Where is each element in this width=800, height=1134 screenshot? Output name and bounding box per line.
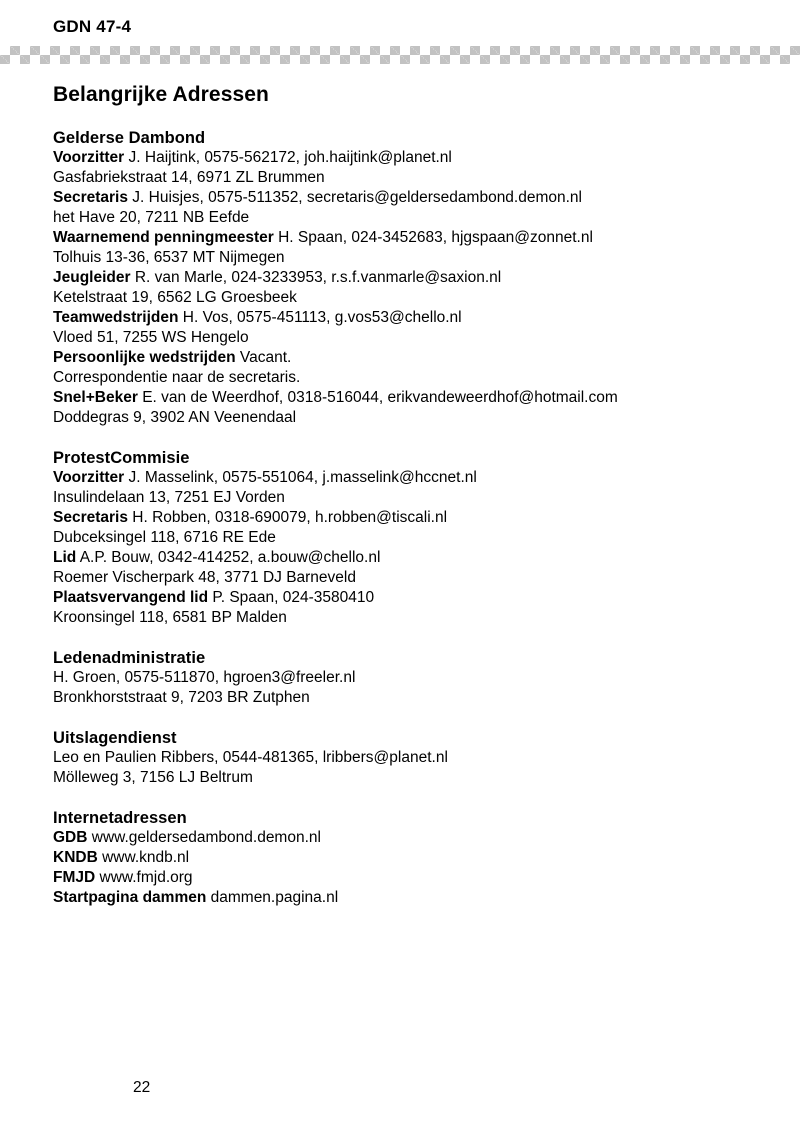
address-section	[53, 448, 753, 628]
entry-detail-text: H. Robben, 0318-690079, h.robben@tiscali.nl	[132, 509, 448, 526]
entry-detail-text: Ketelstraat 19, 6562 LG Groesbeek	[53, 289, 297, 306]
entry-detail-text: Mölleweg 3, 7156 LJ Beltrum	[53, 769, 253, 786]
entry-detail-text: Gasfabriekstraat 14, 6971 ZL Brummen	[53, 169, 325, 186]
address-entry-line	[53, 868, 753, 888]
address-entry-line	[53, 588, 753, 608]
running-header: GDN 47-4	[53, 17, 132, 36]
address-detail-line	[53, 688, 753, 708]
address-detail-line	[53, 408, 753, 428]
entry-detail-text: J. Haijtink, 0575-562172, joh.haijtink@planet.nl	[128, 149, 452, 166]
entry-role-label: FMJD	[53, 869, 96, 886]
address-section	[53, 808, 753, 908]
entry-detail-text: Bronkhorststraat 9, 7203 BR Zutphen	[53, 689, 310, 706]
address-detail-line	[53, 608, 753, 628]
entry-detail-text: Kroonsingel 118, 6581 BP Malden	[53, 609, 287, 626]
checkerboard-divider	[0, 46, 800, 64]
entry-detail-text: Tolhuis 13-36, 6537 MT Nijmegen	[53, 249, 285, 266]
address-entry-line	[53, 508, 753, 528]
entry-role-label: Jeugleider	[53, 269, 131, 286]
address-entry-line	[53, 148, 753, 168]
entry-detail-text: J. Huisjes, 0575-511352, secretaris@geldersedambond.demon.nl	[132, 189, 583, 206]
address-sections	[53, 128, 753, 908]
address-entry-line	[53, 228, 753, 248]
entry-role-label: Voorzitter	[53, 149, 125, 166]
entry-role-label: Startpagina dammen	[53, 889, 207, 906]
address-detail-line	[53, 288, 753, 308]
section-title: Ledenadministratie	[53, 649, 206, 667]
entry-detail-text: Doddegras 9, 3902 AN Veenendaal	[53, 409, 297, 426]
entry-role-label: Snel+Beker	[53, 389, 138, 406]
address-entry-line	[53, 468, 753, 488]
entry-detail-text: www.kndb.nl	[102, 849, 190, 866]
address-entry-line	[53, 888, 753, 908]
section-title: ProtestCommisie	[53, 449, 190, 467]
address-entry-line	[53, 828, 753, 848]
entry-role-label: Lid	[53, 549, 77, 566]
address-detail-line	[53, 668, 753, 688]
entry-role-label: Waarnemend penningmeester	[53, 229, 274, 246]
entry-detail-text: Dubceksingel 118, 6716 RE Ede	[53, 529, 276, 546]
entry-detail-text: H. Groen, 0575-511870, hgroen3@freeler.nl	[53, 669, 356, 686]
entry-detail-text: Vloed 51, 7255 WS Hengelo	[53, 329, 249, 346]
address-section	[53, 728, 753, 788]
page-content	[53, 82, 753, 908]
entry-detail-text: www.geldersedambond.demon.nl	[91, 829, 321, 846]
entry-detail-text: H. Spaan, 024-3452683, hjgspaan@zonnet.nl	[278, 229, 593, 246]
entry-detail-text: Insulindelaan 13, 7251 EJ Vorden	[53, 489, 285, 506]
address-detail-line	[53, 368, 753, 388]
address-entry-line	[53, 308, 753, 328]
address-entry-line	[53, 268, 753, 288]
address-entry-line	[53, 388, 753, 408]
address-detail-line	[53, 488, 753, 508]
page-title: Belangrijke Adressen	[53, 83, 269, 106]
entry-detail-text: E. van de Weerdhof, 0318-516044, erikvandeweerdhof@hotmail.com	[142, 389, 618, 406]
section-title: Gelderse Dambond	[53, 129, 206, 147]
address-detail-line	[53, 568, 753, 588]
page-number: 22	[133, 1079, 151, 1096]
address-section	[53, 648, 753, 708]
entry-role-label: Teamwedstrijden	[53, 309, 179, 326]
entry-detail-text: het Have 20, 7211 NB Eefde	[53, 209, 250, 226]
entry-detail-text: Roemer Vischerpark 48, 3771 DJ Barneveld	[53, 569, 356, 586]
entry-detail-text: H. Vos, 0575-451113, g.vos53@chello.nl	[182, 309, 462, 326]
address-entry-line	[53, 188, 753, 208]
entry-detail-text: Vacant.	[239, 349, 292, 366]
entry-detail-text: J. Masselink, 0575-551064, j.masselink@hccnet.nl	[128, 469, 477, 486]
entry-role-label: Secretaris	[53, 509, 128, 526]
section-title: Internetadressen	[53, 809, 187, 827]
address-detail-line	[53, 328, 753, 348]
entry-role-label: Plaatsvervangend lid	[53, 589, 209, 606]
address-detail-line	[53, 768, 753, 788]
entry-detail-text: Leo en Paulien Ribbers, 0544-481365, lribbers@planet.nl	[53, 749, 448, 766]
entry-role-label: Persoonlijke wedstrijden	[53, 349, 236, 366]
address-detail-line	[53, 748, 753, 768]
entry-role-label: Secretaris	[53, 189, 128, 206]
entry-detail-text: dammen.pagina.nl	[210, 889, 339, 906]
entry-detail-text: R. van Marle, 024-3233953, r.s.f.vanmarle@saxion.nl	[134, 269, 502, 286]
entry-detail-text: A.P. Bouw, 0342-414252, a.bouw@chello.nl	[79, 549, 381, 566]
address-entry-line	[53, 348, 753, 368]
address-entry-line	[53, 548, 753, 568]
entry-detail-text: P. Spaan, 024-3580410	[212, 589, 375, 606]
entry-detail-text: www.fmjd.org	[99, 869, 193, 886]
entry-detail-text: Correspondentie naar de secretaris.	[53, 369, 301, 386]
entry-role-label: KNDB	[53, 849, 98, 866]
entry-role-label: Voorzitter	[53, 469, 125, 486]
address-entry-line	[53, 848, 753, 868]
address-detail-line	[53, 248, 753, 268]
address-detail-line	[53, 168, 753, 188]
address-section	[53, 128, 753, 428]
section-title: Uitslagendienst	[53, 729, 177, 747]
address-detail-line	[53, 528, 753, 548]
address-detail-line	[53, 208, 753, 228]
entry-role-label: GDB	[53, 829, 88, 846]
